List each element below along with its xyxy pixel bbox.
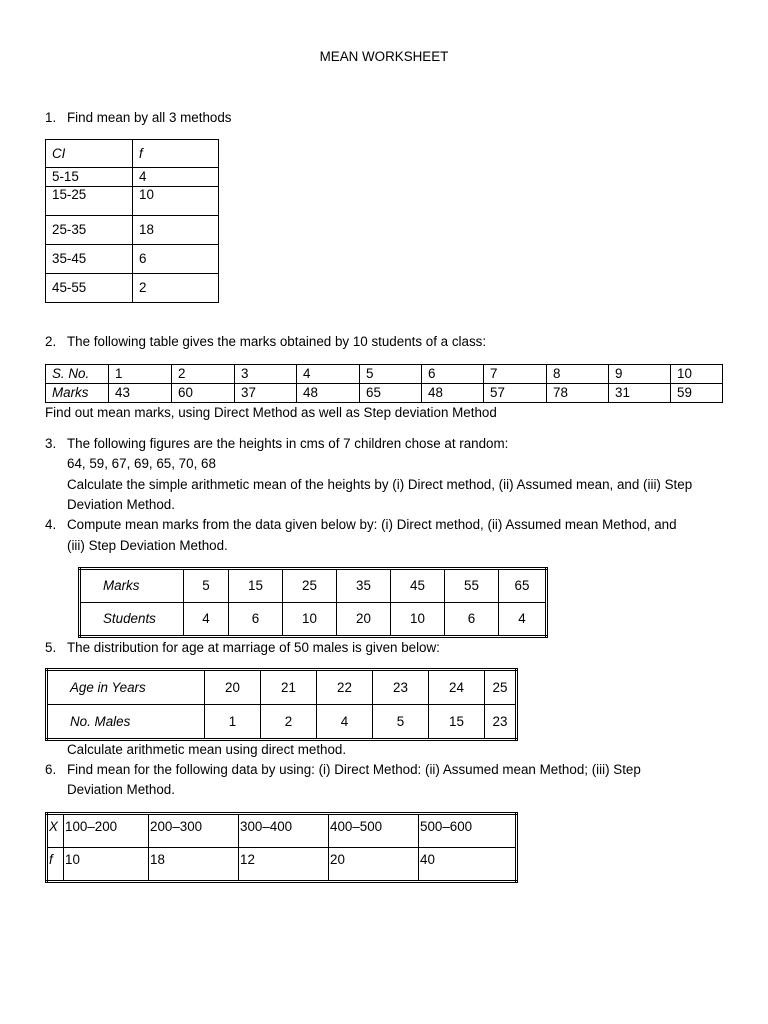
table-cell: 25: [485, 670, 517, 705]
table-cell: 10: [133, 187, 219, 216]
table-header: X: [47, 814, 64, 848]
q1-table: [45, 139, 219, 303]
question-3-instruction-line1: Calculate the simple arithmetic mean of the heights by (i) Direct method, (ii) Assumed mean, and (iii) Step: [67, 477, 693, 492]
table-cell: 6: [229, 603, 283, 637]
question-number: 4.: [45, 517, 57, 532]
table-cell: 4: [133, 168, 219, 187]
table-header: Age in Years: [47, 670, 205, 705]
question-text: The following table gives the marks obtained by 10 students of a class:: [67, 334, 487, 349]
question-1: [45, 108, 232, 128]
table-header: Marks: [46, 384, 109, 403]
table-cell: 59: [671, 384, 723, 403]
table-cell: 4: [317, 705, 373, 740]
table-cell: 23: [373, 670, 429, 705]
table-cell: 15-25: [46, 187, 133, 216]
table-cell: 60: [172, 384, 235, 403]
table-cell: 25-35: [46, 216, 133, 245]
table-header: f: [133, 140, 219, 168]
table-cell: 23: [485, 705, 517, 740]
table-cell: 2: [133, 274, 219, 303]
table-cell: 5: [373, 705, 429, 740]
table-cell: 57: [484, 384, 547, 403]
q5-table: [45, 668, 518, 741]
table-cell: 2: [261, 705, 317, 740]
table-cell: 15: [229, 569, 283, 603]
table-cell: 18: [149, 848, 239, 882]
page-title: MEAN WORKSHEET: [319, 49, 449, 64]
question-text: The following figures are the heights in cms of 7 children chose at random:: [67, 436, 509, 451]
table-cell: 5-15: [46, 168, 133, 187]
table-header: No. Males: [47, 705, 205, 740]
table-cell: 25: [283, 569, 337, 603]
table-cell: 22: [317, 670, 373, 705]
table-cell: 31: [609, 384, 671, 403]
table-cell: 65: [499, 569, 547, 603]
table-cell: 300–400: [239, 814, 329, 848]
table-cell: 7: [484, 365, 547, 384]
table-cell: 4: [184, 603, 229, 637]
question-5-instruction: Calculate arithmetic mean using direct method.: [67, 742, 347, 757]
question-text: Compute mean marks from the data given below by: (i) Direct method, (ii) Assumed mean Method, and: [67, 517, 677, 532]
table-cell: 37: [235, 384, 297, 403]
question-text: The distribution for age at marriage of 50 males is given below:: [67, 640, 440, 655]
table-cell: 1: [109, 365, 172, 384]
question-number: 3.: [45, 436, 57, 451]
q4-table: [78, 567, 548, 638]
table-cell: 10: [283, 603, 337, 637]
table-cell: 2: [172, 365, 235, 384]
table-cell: 400–500: [329, 814, 419, 848]
table-header: S. No.: [46, 365, 109, 384]
table-cell: 4: [297, 365, 360, 384]
table-cell: 1: [205, 705, 261, 740]
question-4-line2: (iii) Step Deviation Method.: [67, 538, 228, 553]
question-number: 1.: [45, 110, 57, 125]
table-cell: 35: [337, 569, 391, 603]
table-cell: 9: [609, 365, 671, 384]
question-3: [45, 434, 508, 454]
table-cell: 55: [445, 569, 499, 603]
table-cell: 10: [391, 603, 445, 637]
table-header: CI: [46, 140, 133, 168]
table-cell: 6: [422, 365, 484, 384]
question-6-line2: Deviation Method.: [67, 782, 175, 797]
table-cell: 20: [329, 848, 419, 882]
question-text: Find mean by all 3 methods: [67, 110, 232, 125]
table-cell: 100–200: [64, 814, 149, 848]
table-cell: 8: [547, 365, 609, 384]
table-header: Marks: [80, 569, 184, 603]
table-cell: 18: [133, 216, 219, 245]
table-header: Students: [80, 603, 184, 637]
table-cell: 35-45: [46, 245, 133, 274]
q2-table: [45, 364, 723, 403]
question-4: [45, 515, 677, 535]
q6-table: [45, 812, 518, 883]
table-cell: 5: [184, 569, 229, 603]
table-cell: 40: [419, 848, 517, 882]
table-cell: 78: [547, 384, 609, 403]
question-number: 5.: [45, 640, 57, 655]
table-cell: 15: [429, 705, 485, 740]
table-cell: 5: [360, 365, 422, 384]
question-3-data: 64, 59, 67, 69, 65, 70, 68: [67, 456, 216, 471]
question-6: [45, 760, 641, 780]
table-cell: 3: [235, 365, 297, 384]
table-cell: 20: [337, 603, 391, 637]
table-cell: 65: [360, 384, 422, 403]
question-5: [45, 638, 440, 658]
table-cell: 200–300: [149, 814, 239, 848]
table-cell: 24: [429, 670, 485, 705]
table-cell: 43: [109, 384, 172, 403]
question-text: Find mean for the following data by using: (i) Direct Method: (ii) Assumed mean Method; (iii) Step: [67, 762, 641, 777]
question-2: [45, 332, 486, 352]
table-header: f: [47, 848, 64, 882]
question-3-instruction-line2: Deviation Method.: [67, 497, 175, 512]
table-cell: 500–600: [419, 814, 517, 848]
table-cell: 48: [422, 384, 484, 403]
table-cell: 21: [261, 670, 317, 705]
table-cell: 10: [64, 848, 149, 882]
table-cell: 6: [445, 603, 499, 637]
question-2-instruction: Find out mean marks, using Direct Method as well as Step deviation Method: [45, 405, 497, 420]
table-cell: 20: [205, 670, 261, 705]
table-cell: 45-55: [46, 274, 133, 303]
table-cell: 4: [499, 603, 547, 637]
question-number: 6.: [45, 762, 57, 777]
table-cell: 45: [391, 569, 445, 603]
table-cell: 10: [671, 365, 723, 384]
table-cell: 12: [239, 848, 329, 882]
table-cell: 48: [297, 384, 360, 403]
question-number: 2.: [45, 334, 57, 349]
table-cell: 6: [133, 245, 219, 274]
